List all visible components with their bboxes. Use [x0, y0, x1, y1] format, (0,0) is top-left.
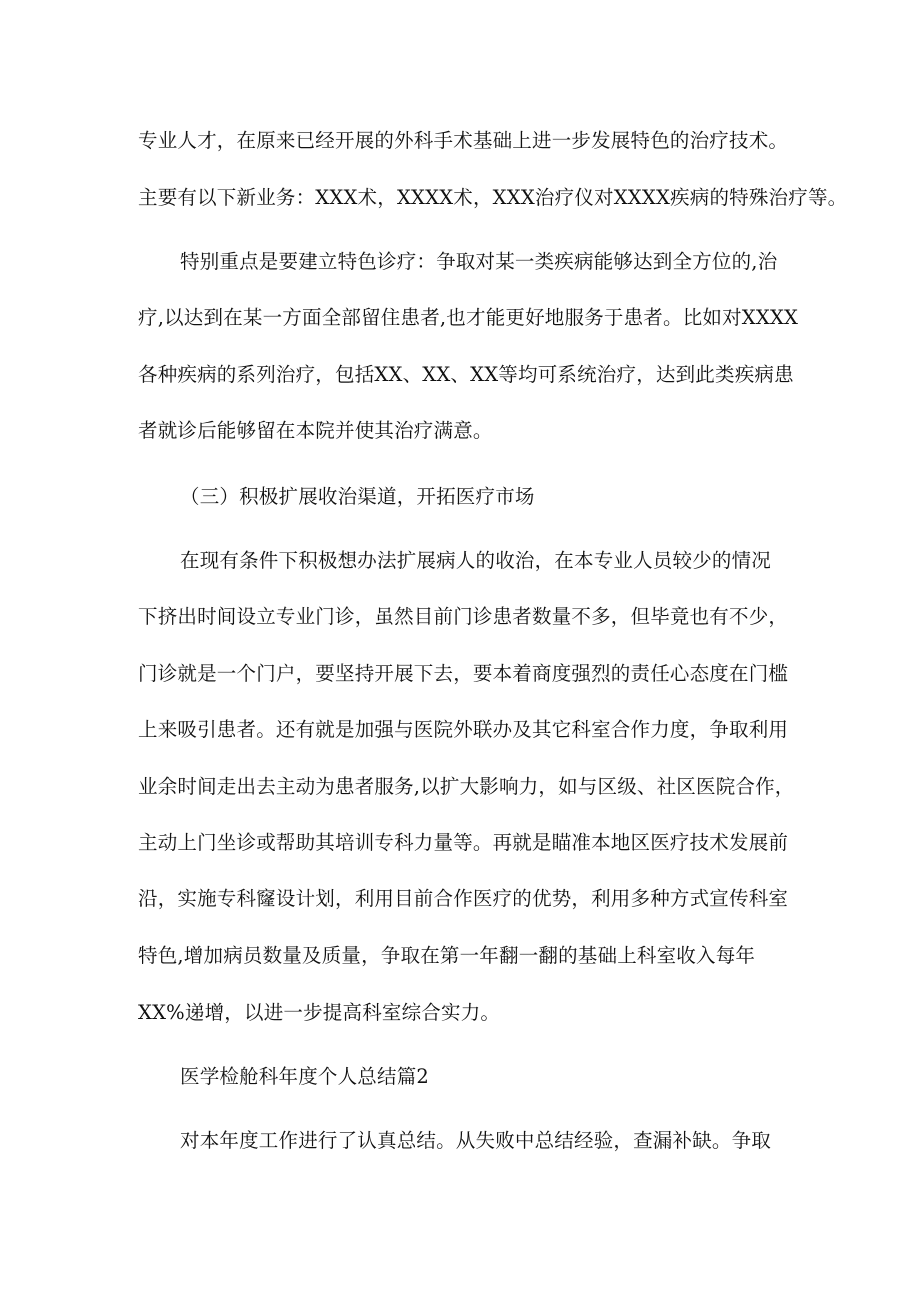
paragraph-line-12: 业余时间走出去主动为患者服务,以扩大影响力，如与区级、社区医院合作，	[138, 775, 795, 798]
paragraph-line-18: 对本年度工作进行了认真总结。从失败中总结经验，查漏补缺。争取	[180, 1129, 772, 1152]
paragraph-line-4: 疗,以达到在某一方面全部留住患者,也才能更好地服务于患者。比如对XXXX	[138, 306, 799, 329]
paragraph-line-6: 者就诊后能够留在本院并使其治疗满意。	[138, 419, 493, 442]
paragraph-line-15: 特色,增加病员数量及质量，争取在第一年翻一翻的基础上科室收入每年	[138, 944, 756, 967]
paragraph-line-10: 门诊就是一个门户，要坚持开展下去，要本着商度强烈的责任心态度在门槛	[138, 662, 789, 685]
paragraph-line-2: 主要有以下新业务：XXX术，XXXX术，XXX治疗仪对XXXX疾病的特殊治疗等。	[138, 186, 848, 209]
paragraph-line-9: 下挤出时间设立专业门诊，虽然目前门诊患者数量不多，但毕竟也有不少，	[138, 605, 789, 628]
article-subtitle: 医学检舱科年度个人总结篇2	[180, 1065, 430, 1088]
paragraph-line-16: XX%递增，以进一步提高科室综合实力。	[138, 1001, 501, 1024]
paragraph-line-1: 专业人才，在原来已经开展的外科手术基础上进一步发展特色的治疗技术。	[138, 129, 789, 152]
paragraph-line-13: 主动上门坐诊或帮助其培训专科力量等。再就是瞄准本地区医疗技术发展前	[138, 831, 789, 854]
paragraph-line-3: 特别重点是要建立特色诊疗：争取对某一类疾病能够达到全方位的,治	[180, 250, 778, 273]
paragraph-line-14: 沿，实施专科窿设计划，利用目前合作医疗的优势，利用多种方式宣传科室	[138, 887, 789, 910]
section-heading: （三）积极扩展收治渠道，开拓医疗市场	[180, 485, 535, 508]
paragraph-line-11: 上来吸引患者。还有就是加强与医院外联办及其它科室合作力度，争取利用	[138, 718, 789, 741]
paragraph-line-5: 各种疾病的系列治疗，包括XX、XX、XX等均可系统治疗，达到此类疾病患	[138, 363, 794, 386]
paragraph-line-8: 在现有条件下积极想办法扩展病人的收治，在本专业人员较少的情况	[180, 549, 772, 572]
